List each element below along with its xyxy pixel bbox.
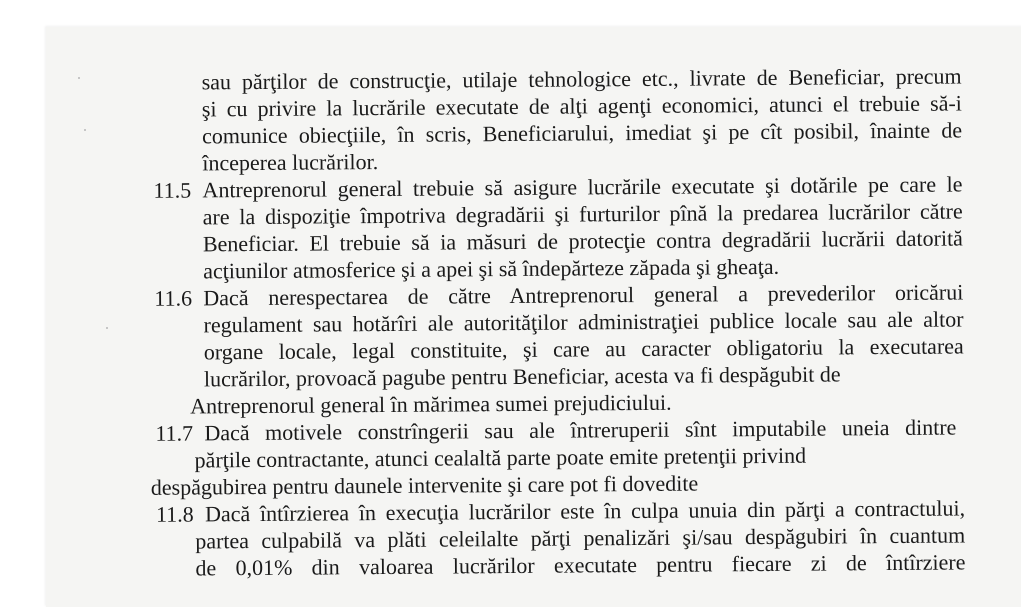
clause-number: 11.7 <box>155 420 194 446</box>
text-line: Dacă nerespectarea de către Antreprenorul general a prevederilor oricărui <box>203 279 964 311</box>
clause-number: 11.6 <box>154 285 193 311</box>
text-line: de 0,01% din valoarea lucrărilor executate pentru fiecare zi de întîrziere <box>195 549 966 581</box>
text-line: acţiunilor atmosferice şi a apei şi să îndepărteze zăpada şi gheaţa. <box>203 253 780 284</box>
text-line: regulament sau hotărîri ale autorităţilor administraţiei publice locale sau ale altor <box>203 306 964 338</box>
text-line: începerea lucrărilor. <box>202 149 379 176</box>
text-line: Dacă întîrzierea în execuţia lucrărilor este în culpa unuia din părţi a contractului, <box>204 495 966 527</box>
text-line: are la dispoziţie împotriva degradării şi furturilor pînă la predarea lucrărilor către <box>202 198 963 230</box>
text-line: Antreprenorul general în mărimea sumei prejudiciului. <box>190 389 672 419</box>
text-line: părţile contractante, atunci cealaltă parte poate emite pretenţii privind <box>194 442 807 473</box>
text-line: organe locale, legal constituite, şi care au caracter obligatoriu la executarea <box>203 333 964 365</box>
text-line: despăgubirea pentru daunele intervenite şi care pot fi dovedite <box>150 470 699 500</box>
text-line: comunice obiecţiile, în scris, Beneficiarului, imediat şi pe cît posibil, înainte de <box>201 117 963 149</box>
text-line: lucrărilor, provoacă pagube pentru Beneficiar, acesta va fi despăgubit de <box>203 361 841 392</box>
text-line: şi cu privire la lucrările executate de alţi agenţi economici, atunci el trebuie să-i <box>201 90 962 122</box>
text-line: sau părţilor de construcţie, utilaje tehnologice etc., livrate de Beneficiar, precum <box>201 63 962 95</box>
text-line: Beneficiar. El trebuie să ia măsuri de protecţie contra degradării lucrării datorită <box>202 225 963 257</box>
clause-number: 11.5 <box>153 177 192 203</box>
text-line: Antreprenorul general trebuie să asigure lucrările executate şi dotările pe care le <box>202 171 963 203</box>
clause-number: 11.8 <box>155 501 194 527</box>
text-line: partea culpabilă va plăti celeilalte părţi penalizări şi/sau despăgubiri în cuantum <box>195 522 966 554</box>
text-line: Dacă motivele constrîngerii sau ale întreruperii sînt imputabile uneia dintre <box>204 414 957 446</box>
